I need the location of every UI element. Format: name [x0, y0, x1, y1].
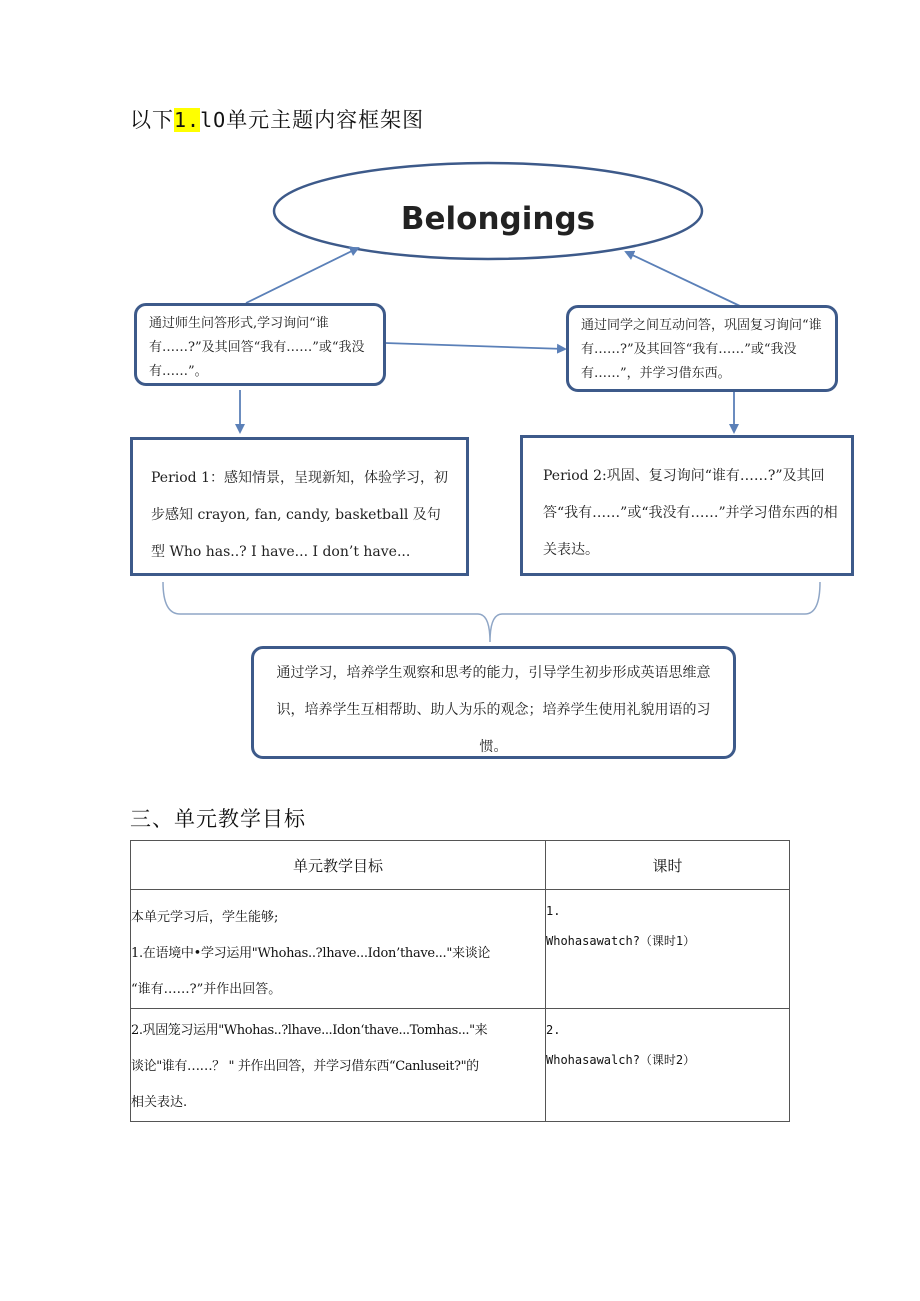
arrow-left-to-title	[246, 248, 358, 303]
period2-box	[520, 435, 854, 576]
goals-table	[130, 840, 790, 1122]
row2-goals-cell	[131, 1009, 546, 1122]
section-heading-goals: 三、单元教学目标	[130, 807, 306, 831]
diagram-title: Belongings	[400, 201, 596, 237]
bottom-box-text: 通过学习，培养学生观察和思考的能力，引导学生初步形成英语思维意识，培养学生互相帮助、助人为乐的观念；培养学生使用礼貌用语的习惯。	[276, 665, 711, 755]
bottom-brace	[163, 582, 820, 642]
row2-lesson-cell	[546, 1009, 790, 1122]
row1-line2: 1.在语境中•学习运用"Whohas..?lhave...Idon’thave..."来谈论	[131, 946, 491, 961]
period1-box	[130, 437, 469, 576]
heading-number: lO	[200, 108, 227, 132]
row2-lesson-number: 2.	[546, 1023, 561, 1037]
row1-goals-cell	[131, 890, 546, 1009]
row1-lesson-cell	[546, 890, 790, 1009]
row2-line3: 相关表达.	[131, 1095, 188, 1110]
left-top-box-text: 通过师生问答形式,学习询问“谁有……?”及其回答“我有……”或“我没有……”。	[149, 316, 365, 379]
right-top-box	[566, 305, 838, 392]
heading-suffix: 单元主题内容框架图	[226, 108, 425, 132]
row1-lesson-title: Whohasawatch?（课时1）	[546, 934, 696, 948]
row2-line2: 谈论"谁有……？ " 并作出回答，并学习借东西“Canluseit?"的	[131, 1059, 479, 1074]
arrow-left-to-right	[385, 343, 565, 349]
right-top-box-text: 通过同学之间互动问答，巩固复习询问“谁有……?”及其回答“我有……”或“我没有……”，并学习借东西。	[581, 318, 822, 381]
period1-text: Period 1：感知情景，呈现新知，体验学习，初步感知 crayon, fan, candy, basketball 及句型 Who has..? I have... I don’t have...	[151, 470, 448, 560]
row1-lesson-number: 1.	[546, 904, 561, 918]
left-top-box	[134, 303, 386, 386]
row2-line1: 2.巩固笼习运用"Whohas..?lhave...Idon‘thave...Tomhas..."来	[131, 1023, 488, 1038]
table-row	[131, 890, 790, 1009]
row1-line1: 本单元学习后，学生能够;	[131, 910, 279, 925]
table-header-row	[131, 841, 790, 890]
bottom-box	[251, 646, 736, 759]
period2-text: Period 2:巩固、复习询问“谁有……?”及其回答“我有……”或“我没有……”并学习借东西的相关表达。	[543, 468, 838, 558]
row2-lesson-title: Whohasawalch?（课时2）	[546, 1053, 696, 1067]
heading-prefix: 以下	[130, 108, 174, 132]
heading-highlight: 1.	[174, 108, 201, 132]
row1-line3: “谁有……?”并作出回答。	[131, 982, 282, 997]
table-row	[131, 1009, 790, 1122]
header-lessons: 课时	[546, 841, 790, 890]
arrow-right-to-title	[626, 252, 740, 306]
header-goals: 单元教学目标	[131, 841, 546, 890]
